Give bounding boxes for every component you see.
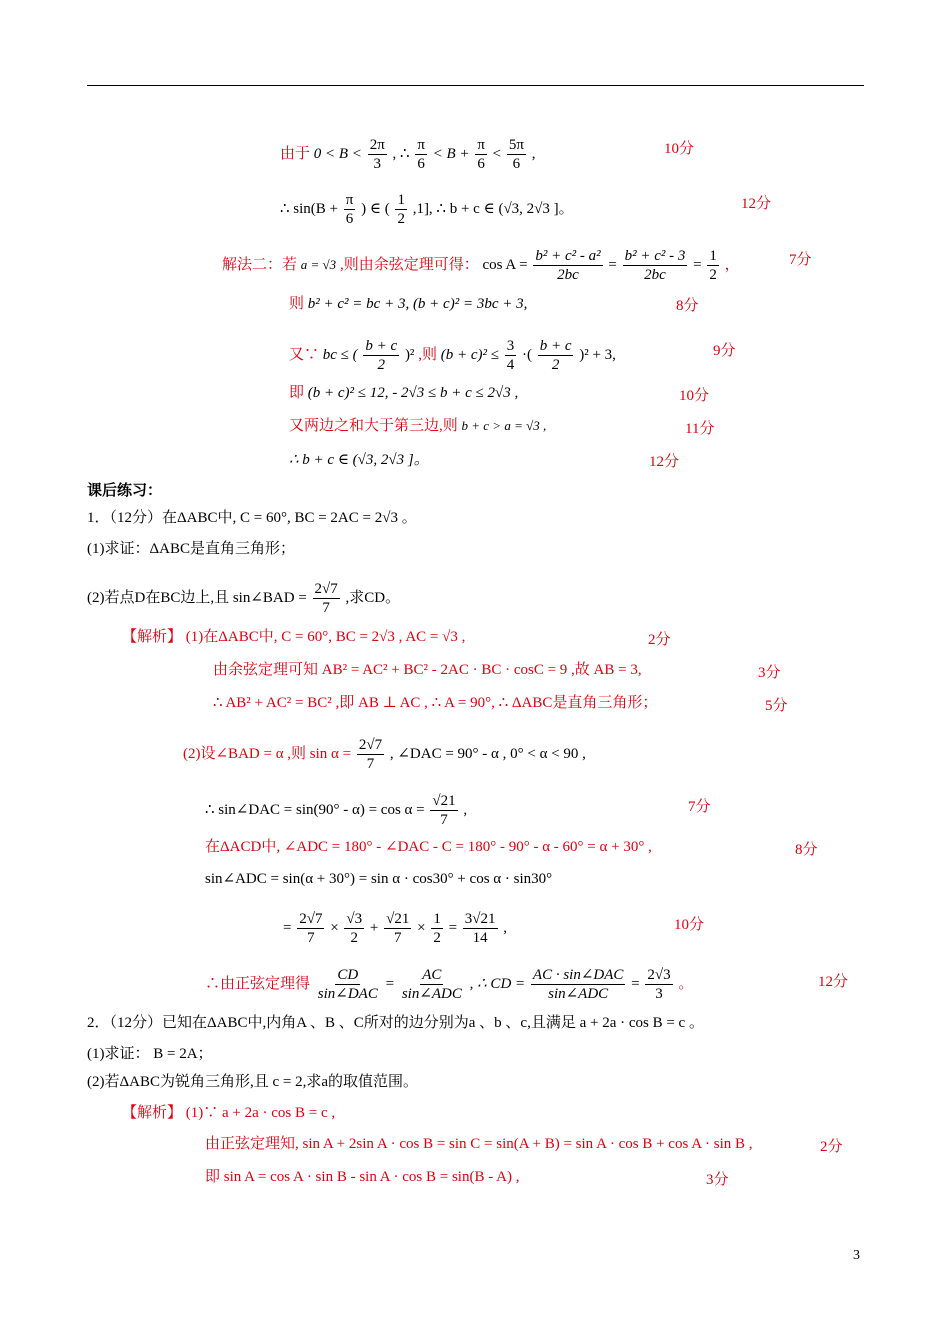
math: )² [404,346,415,363]
fraction: $\frac{b + c}{2}$ [365,338,398,373]
math: = [283,919,292,936]
text: (2)若点D在BC边上,且 sin∠BAD = [87,589,307,606]
math: ) ∈ ( [361,200,390,217]
fraction: $\frac{\text{b² + c² - 3}}{2bc}$ [624,248,686,283]
math: = [385,975,395,992]
math: ∴ sin(B + [280,200,339,217]
fraction: $\frac{b + c}{2}$ [539,338,572,373]
score: 3分 [706,1172,729,1188]
fraction: $\frac{√21}{7}$ [386,911,410,946]
text: 解法二：若 [222,256,298,273]
math: < [492,145,502,162]
question-2: 2．（12分）已知在ΔABC中,内角A 、B 、C所对的边分别为a 、b 、c,且满足 a + 2a · cos B = c 。 [87,1015,704,1031]
score: 10分 [664,141,695,157]
fraction: $\frac{2√7}{7}$ [314,581,338,616]
question-1-part-1: (1)求证：ΔABC是直角三角形； [87,541,295,557]
answer-2-line-3: 即 sin A = cos A · sin B - sin A · cos B = sin(B - A) , [205,1169,520,1185]
math: , ∴ [392,145,410,162]
score: 5分 [765,698,788,714]
text: ,则由余弦定理可得： [339,256,479,273]
score: 2分 [648,632,671,648]
text: 。 [678,975,694,992]
fraction: $\frac{3}{4}$ [506,338,515,373]
math: , [531,145,536,162]
text: ∴由正弦定理得 [205,975,311,992]
math: , [463,801,468,818]
fraction: $\frac{AC}{\text{sin∠ADC}}$ [401,967,462,1002]
math: 0 < B < [313,145,362,162]
math: bc ≤ ( [322,346,358,363]
line-range-b [280,136,535,173]
homework-heading: 课后练习： [87,483,163,499]
fraction: $\frac{2√3}{3}$ [647,967,671,1002]
math: ,1], ∴ b + c ∈ (√3, 2√3 ]。 [412,200,574,217]
fraction: $\frac{\pi}{6}$ [345,192,354,227]
answer-1-line-9 [205,966,693,1003]
fraction: $\frac{√21}{7}$ [432,793,456,828]
math: , [503,919,508,936]
fraction: $\frac{√3}{2}$ [346,911,363,946]
math: ∴ b + c ∈ (√3, 2√3 ]。 [289,452,429,468]
answer-1-line-6: 在ΔACD中, ∠ADC = 180° - ∠DAC - C = 180° - 90° - α - 60° = α + 30° , [205,839,652,855]
line-bound [289,383,518,403]
math: , ∠DAC = 90° - α , 0° < α < 90 , [389,745,586,762]
math: (b + c)² ≤ [440,346,499,363]
text: (2)设∠BAD = α ,则 sin α = [183,745,352,762]
score: 9分 [713,343,736,359]
line-then [289,294,527,314]
math: b² + c² = bc + 3, (b + c)² = 3bc + 3, [307,296,528,312]
math: + [369,919,379,936]
header-rule [87,85,864,86]
fraction: $\frac{1}{2}$ [433,911,441,946]
score: 7分 [789,252,812,268]
text: ， [724,256,740,273]
line-triangle-ineq [289,416,546,436]
answer-1-line-1 [122,627,465,647]
text: 又∵ [289,346,320,363]
math: ·( [521,346,532,363]
answer-1-line-7: sin∠ADC = sin(α + 30°) = sin α · cos30° + cos α · sin30° [205,871,553,887]
score: 10分 [674,917,705,933]
line-result [289,450,429,470]
math: a = √3 [300,256,337,272]
math: × [417,919,426,936]
fraction: $\frac{\pi}{6}$ [417,137,425,172]
fraction: $\frac{2√7}{7}$ [358,737,383,772]
answer-1-line-4 [183,736,586,773]
text: 由于 [280,145,311,162]
text: ,求CD。 [345,589,401,606]
question-1-part-2 [87,580,400,617]
fraction: $\frac{1}{2}$ [397,192,405,227]
fraction: $\frac{1}{2}$ [709,248,717,283]
math: )² + 3, [579,346,616,363]
score: 11分 [685,421,715,437]
answer-1-line-8 [283,910,507,947]
analysis-tag: 【解析】 [122,629,183,645]
score: 10分 [679,388,710,404]
fraction: $\frac{\text{AC · sin∠DAC}}{\text{sin∠ADC}}$ [532,967,624,1002]
text: 即 [289,385,305,401]
question-1: 1．（12分）在ΔABC中, C = 60°, BC = 2AC = 2√3 。 [87,510,417,526]
text: (1)∵ a + 2a · cos B = c , [185,1105,336,1121]
score: 3分 [758,665,781,681]
answer-1-line-5 [205,792,467,829]
answer-2-line-2: 由正弦定理知, sin A + 2sin A · cos B = sin C = sin(A + B) = sin A · cos B + cos A · sin B , [205,1136,753,1152]
score: 12分 [649,454,680,470]
score: 12分 [818,974,849,990]
fraction: $\frac{2√7}{7}$ [299,911,323,946]
fraction: $\frac{2\pi}{3}$ [369,137,385,172]
text: 则 [289,296,305,312]
fraction: $\frac{\pi}{6}$ [477,137,485,172]
math: = [608,256,617,273]
line-sin-range [280,191,574,228]
math: cos A = [482,256,528,273]
math: × [330,919,339,936]
math: = [693,256,702,273]
analysis-tag: 【解析】 [122,1105,183,1121]
question-2-part-1: (1)求证： B = 2A； [87,1046,213,1062]
math: = [631,975,640,992]
fraction: $\frac{3√21}{14}$ [464,911,496,946]
answer-1-line-3: ∴ AB² + AC² = BC² ,即 AB ⊥ AC , ∴ A = 90°, ∴ ΔABC是直角三角形； [213,695,658,711]
fraction: $\frac{\text{b² + c² - a²}}{2bc}$ [535,248,601,283]
answer-1-line-2: 由余弦定理可知 AB² = AC² + BC² - 2AC · BC · cosC = 9 ,故 AB = 3, [213,662,642,678]
line-method-two [222,247,740,284]
page-number: 3 [853,1248,860,1263]
text: (1)在ΔABC中, C = 60°, BC = 2√3 , AC = √3 , [185,629,466,645]
score: 12分 [741,196,772,212]
score: 8分 [795,842,818,858]
text: 又两边之和大于第三边,则 [289,418,458,434]
score: 7分 [688,799,711,815]
fraction: $\frac{5\pi}{6}$ [508,137,524,172]
score: 2分 [820,1139,843,1155]
question-2-part-2: (2)若ΔABC为锐角三角形,且 c = 2,求a的取值范围。 [87,1074,419,1090]
math: b + c > a = √3 , [461,418,547,433]
answer-2-line-1 [122,1103,335,1123]
math: = [448,919,458,936]
math: ∴ sin∠DAC = sin(90° - α) = cos α = [205,801,425,818]
math: (b + c)² ≤ 12, - 2√3 ≤ b + c ≤ 2√3 , [307,385,519,401]
fraction: $\frac{CD}{\text{sin∠DAC}}$ [317,967,378,1002]
math: < B + [432,145,470,162]
score: 8分 [676,298,699,314]
math: , ∴ CD = [469,975,526,992]
line-inequality [289,337,616,374]
text: ,则 [418,346,437,363]
